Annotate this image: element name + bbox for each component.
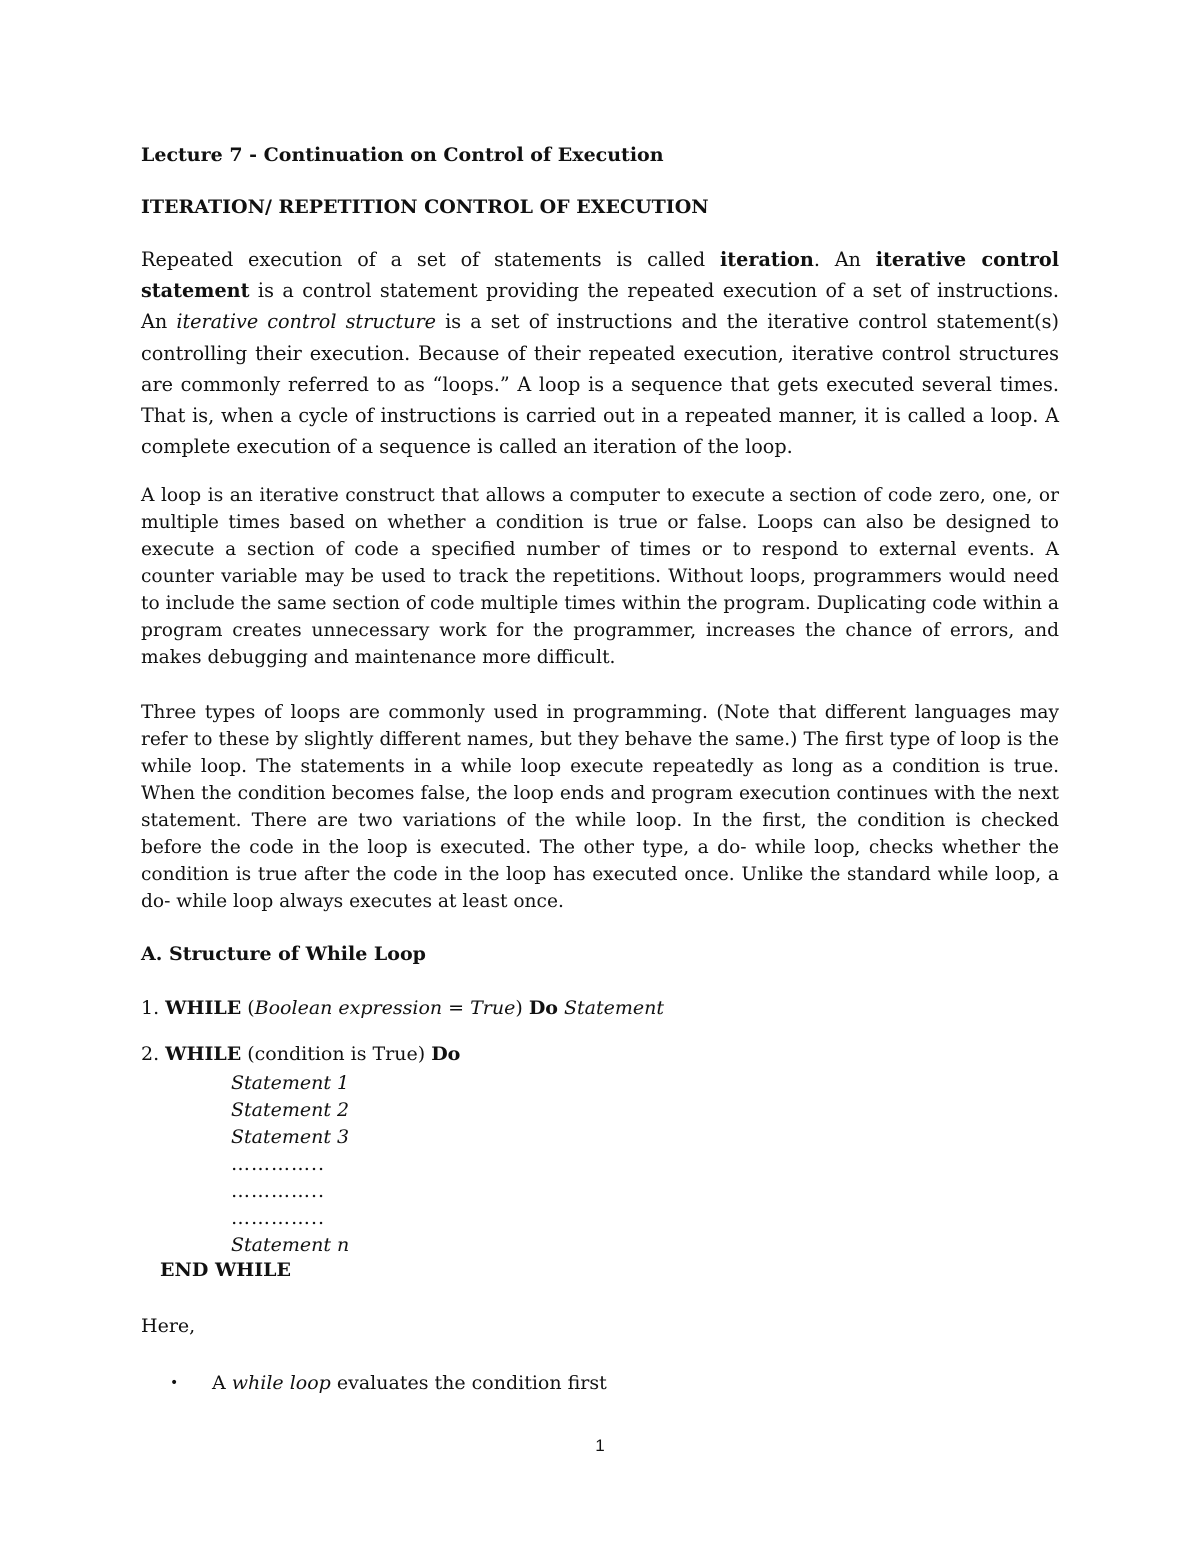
page-title: Lecture 7 - Continuation on Control of Execution	[141, 144, 664, 166]
loop-body-line: Statement 2	[231, 1099, 350, 1121]
page-number: 1	[595, 1436, 605, 1455]
loop-body-line: Statement 3	[231, 1126, 350, 1148]
syntax-line-1: 1. WHILE (Boolean expression = True) Do Statement	[141, 997, 664, 1019]
bullet-list	[170, 1370, 607, 1397]
subsection-heading: A. Structure of While Loop	[141, 943, 426, 965]
bullet-icon: •	[170, 1375, 179, 1391]
term-iterative-control-statement: iterative control statement	[141, 248, 1059, 303]
end-while-keyword: END WHILE	[160, 1259, 291, 1281]
list-item: • A while loop evaluates the condition first	[170, 1370, 607, 1397]
paragraph-1: Repeated execution of a set of statements is called iteration. An iterative control statement is a control statement providing the repeated execution of a set of instructions. An iterative control structure is a set of instructions and the iterative control statement(s) controlling their execution. Because of their repeated execution, iterative control structures are commonly referred to as “loops.” A loop is a sequence that gets executed several times. That is, when a cycle of instructions is carried out in a repeated manner, it is called a loop. A complete execution of a sequence is called an iteration of the loop.	[141, 248, 1059, 459]
loop-body-line: Statement n	[231, 1234, 350, 1256]
loop-body-line: …………..	[231, 1180, 326, 1202]
loop-body-line: …………..	[231, 1207, 326, 1229]
term-iteration: iteration	[720, 248, 814, 271]
loop-body-list	[231, 1070, 349, 1259]
paragraph-3: Three types of loops are commonly used in programming. (Note that different languages may refer to these by slightly different names, but they behave the same.) The first type of loop is the while loop. The statements in a while loop execute repeatedly as long as a condition is true. When the condition becomes false, the loop ends and program execution continues with the next statement. There are two variations of the while loop. In the first, the condition is checked before the code in the loop is executed. The other type, a do- while loop, checks whether the condition is true after the code in the loop has executed once. Unlike the standard while loop, a do- while loop always executes at least once.	[141, 702, 1059, 912]
paragraph-2: A loop is an iterative construct that allows a computer to execute a section of code zero, one, or multiple times based on whether a condition is true or false. Loops can also be designed to execute a section of code a specified number of times or to respond to external events. A counter variable may be used to track the repetitions. Without loops, programmers would need to include the same section of code multiple times within the program. Duplicating code within a program creates unnecessary work for the programmer, increases the chance of errors, and makes debugging and maintenance more difficult.	[141, 485, 1059, 668]
section-heading: ITERATION/ REPETITION CONTROL OF EXECUTION	[141, 196, 709, 218]
here-label: Here,	[141, 1315, 196, 1337]
syntax-line-2: 2. WHILE (condition is True) Do	[141, 1043, 461, 1065]
loop-body-line: Statement 1	[231, 1072, 350, 1094]
term-iterative-control-structure: iterative control structure	[176, 310, 437, 334]
loop-body-line: …………..	[231, 1153, 326, 1175]
